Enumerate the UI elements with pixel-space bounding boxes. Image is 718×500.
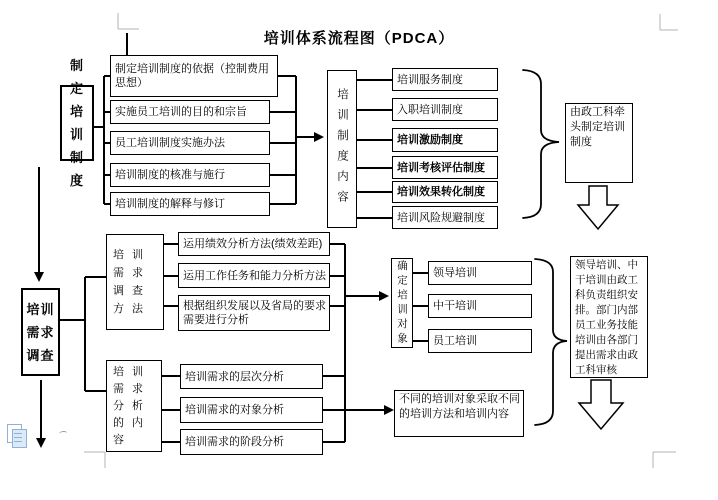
targets-label: 确定培训对象: [391, 258, 413, 348]
lead-unit-note: 由政工科牵头制定培训制度: [565, 103, 633, 183]
analysis-item: 培训需求的层次分析: [180, 364, 323, 389]
system-item: 培训服务制度: [392, 68, 498, 91]
basis-item: 实施员工培训的目的和宗旨: [110, 100, 270, 124]
analysis-item: 培训需求的阶段分析: [180, 429, 323, 455]
flow-step-needs-survey: 培训需求调查: [21, 288, 60, 376]
paste-options-icon[interactable]: [7, 424, 31, 448]
analysis-content-label: 培训需求分析的内容: [106, 360, 162, 452]
page-title: 培训体系流程图（PDCA）: [263, 30, 455, 47]
page-front-shape: [12, 429, 27, 448]
basis-item: 培训制度的解释与修订: [110, 192, 270, 216]
target-item: 中干培训: [428, 294, 532, 318]
target-item: 领导培训: [428, 261, 532, 285]
survey-methods-label: 培训需求调查方法: [106, 234, 164, 330]
method-note: 不同的培训对象采取不同的培训方法和培训内容: [394, 390, 524, 437]
icon-line: [14, 433, 22, 434]
system-item: 培训激励制度: [392, 128, 498, 152]
icon-line: [14, 441, 22, 442]
stray-mark: [59, 431, 67, 436]
system-item: 培训考核评估制度: [392, 156, 498, 179]
system-item: 培训效果转化制度: [392, 181, 498, 203]
system-item: 培训风险规避制度: [392, 206, 498, 229]
survey-method: 根据组织发展以及省局的要求需要进行分析: [178, 295, 330, 331]
survey-method: 运用工作任务和能力分析方法: [178, 263, 330, 288]
system-item: 入职培训制度: [392, 98, 498, 121]
basis-item: 培训制度的核准与施行: [110, 163, 270, 187]
flow-step-formulate-system: 制定培训制度: [60, 85, 94, 161]
system-content-label: 培训制度内容: [327, 70, 357, 228]
target-item: 员工培训: [428, 329, 532, 353]
targets-note: 领导培训、中干培训由政工科负责组织安排。部门内部员工业务技能培训由各部门提出需求由政工科审核: [570, 256, 648, 378]
grouping-braces: [523, 70, 567, 425]
basis-item: 制定培训制度的依据（控制费用思想）: [110, 55, 278, 97]
basis-item: 员工培训制度实施办法: [110, 131, 270, 155]
analysis-item: 培训需求的对象分析: [180, 397, 323, 423]
survey-method: 运用绩效分析方法(绩效差距): [178, 232, 330, 256]
icon-line: [14, 437, 22, 438]
